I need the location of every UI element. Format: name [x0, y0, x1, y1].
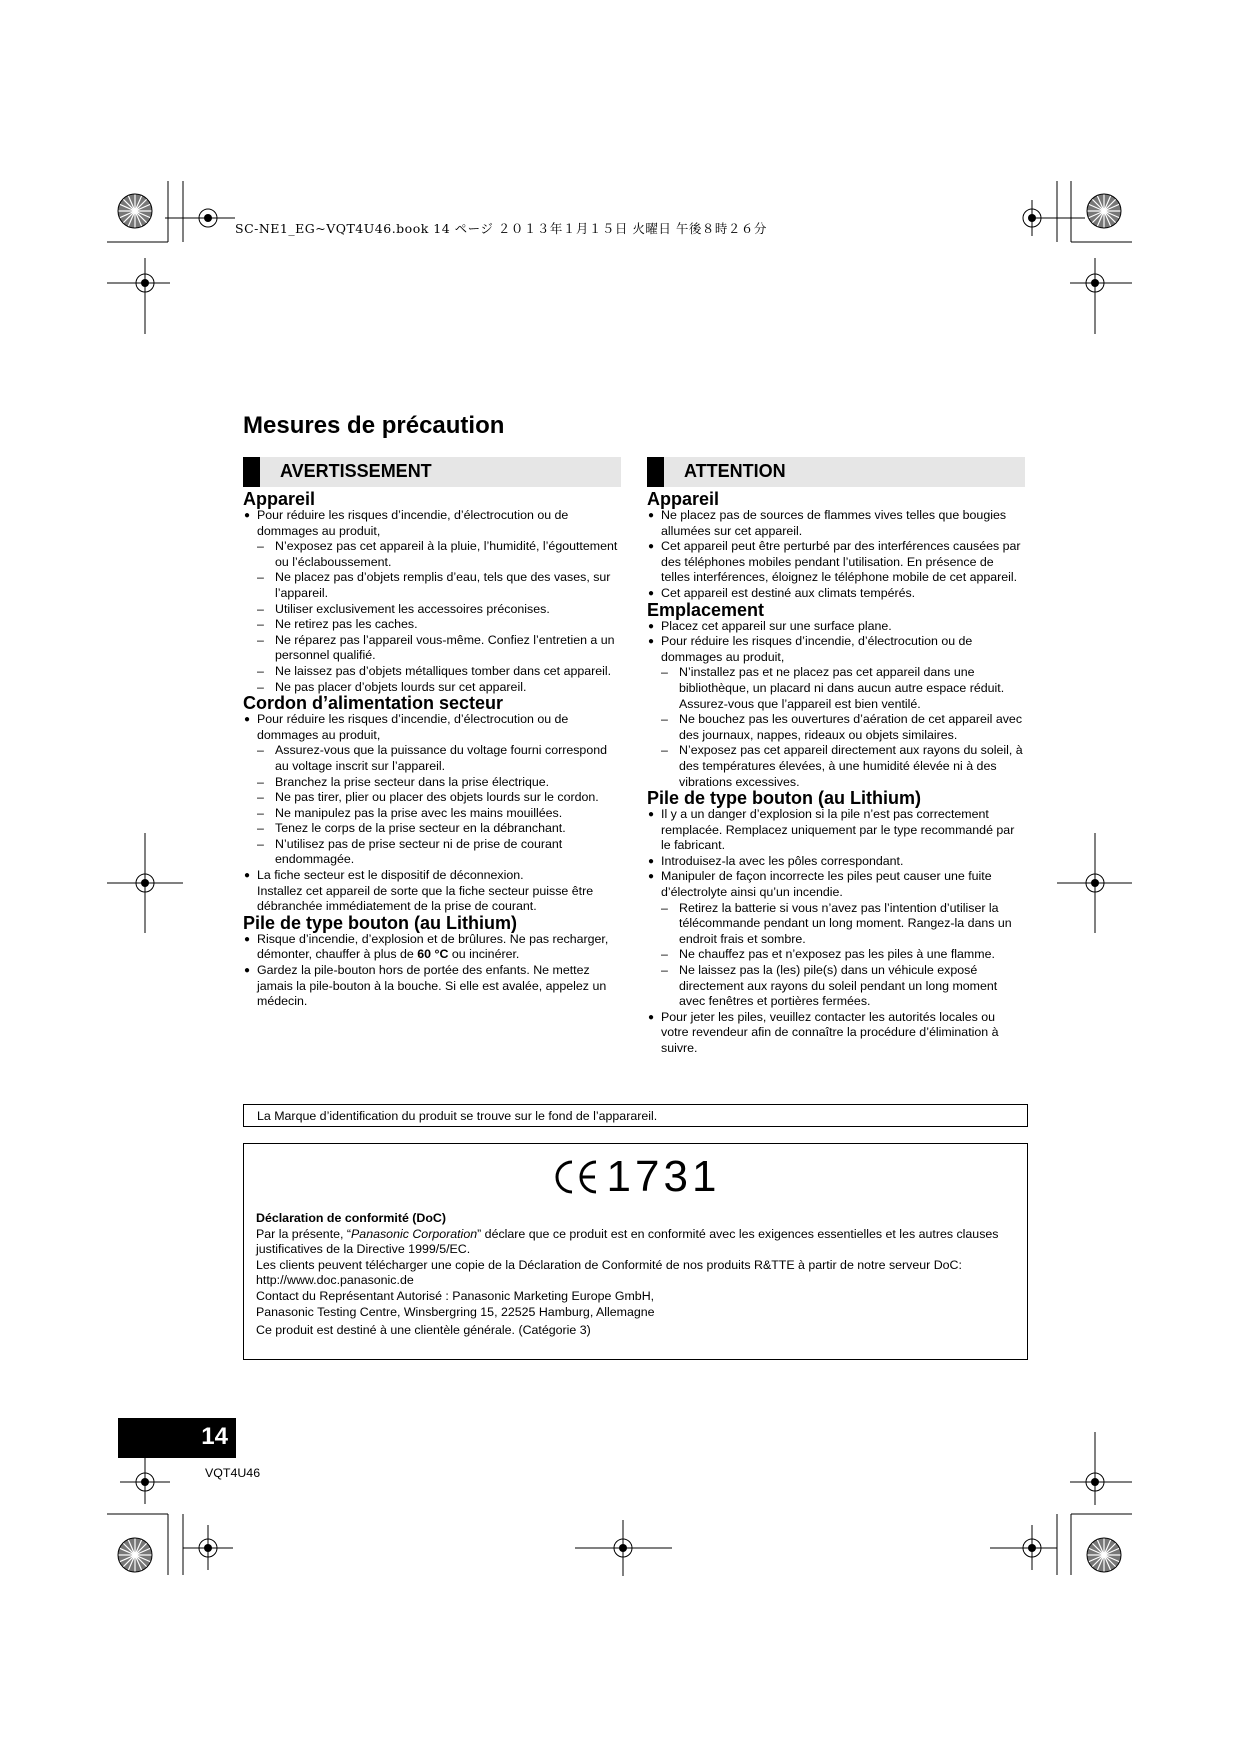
- list-item: – Utiliser exclusivement les accessoires préconises.: [257, 601, 550, 616]
- crosshair-mark: [990, 1525, 1057, 1570]
- document-code: VQT4U46: [205, 1466, 261, 1480]
- bullet-list: [647, 619, 1025, 791]
- caution-banner-label: ATTENTION: [684, 461, 786, 481]
- list-item: – Ne pas tirer, plier ou placer des objets lourds sur le cordon.: [257, 790, 599, 805]
- dash-icon: –: [257, 743, 264, 758]
- dash-icon: –: [257, 539, 264, 554]
- dash-icon: –: [257, 663, 264, 678]
- dash-icon: –: [661, 947, 668, 962]
- bullet-icon: ●: [648, 855, 655, 867]
- bullet-icon: ●: [244, 510, 251, 521]
- list-item: ● Cet appareil est destiné aux climats tempérés.: [648, 585, 916, 600]
- dash-icon: –: [257, 790, 264, 805]
- list-item: ● Ne placez pas de sources de flammes vives telles que bougies allumées sur cet appareil.: [648, 508, 1007, 538]
- doc-contact: Contact du Représentant Autorisé : Panasonic Marketing Europe GmbH,: [256, 1288, 655, 1303]
- dash-icon: –: [661, 963, 668, 978]
- conformity-box: [243, 1143, 1028, 1360]
- dash-icon: –: [257, 821, 264, 836]
- list-item: ● Il y a un danger d’explosion si la pile n’est pas correctement remplacée. Remplacez uniquement par le type recommandé par le fabricant.: [648, 807, 1015, 853]
- bullet-icon: ●: [648, 620, 655, 632]
- list-item: ● Pour réduire les risques d’incendie, d’électrocution ou de dommages au produit,: [244, 712, 569, 742]
- dash-icon: –: [257, 601, 264, 616]
- list-item: ● La fiche secteur est le dispositif de déconnexion. Installez cet appareil de sorte que la fiche secteur puisse être débranchée immédiatement de la prise de courant.: [244, 868, 594, 914]
- dash-icon: –: [257, 679, 264, 694]
- crosshair-mark: [1070, 1432, 1132, 1505]
- starburst-mark: [1087, 1538, 1121, 1572]
- bullet-icon: ●: [648, 587, 655, 599]
- list-item: ● Pour réduire les risques d’incendie, d’électrocution ou de dommages au produit,: [648, 634, 973, 664]
- bullet-icon: ●: [244, 965, 251, 977]
- dash-icon: –: [661, 665, 668, 680]
- list-item: ● Pour réduire les risques d’incendie, d’électrocution ou de dommages au produit,: [244, 508, 569, 538]
- book-header: SC-NE1_EG~VQT4U46.book 14 ページ ２０１３年１月１５日 火曜日 午後８時２６分: [235, 221, 767, 236]
- warning-column: [243, 457, 621, 1010]
- page-number: 14: [201, 1423, 228, 1450]
- caution-banner: [647, 457, 1025, 487]
- dash-icon: –: [257, 617, 264, 632]
- section-heading: Emplacement: [647, 599, 765, 620]
- list-item: – Ne placez pas d’objets remplis d’eau, tels que des vases, sur l’appareil.: [257, 570, 611, 600]
- bullet-icon: ●: [648, 510, 655, 521]
- list-item: – N’exposez pas cet appareil à la pluie, l’humidité, l’égouttement ou l’éclaboussement.: [257, 539, 618, 569]
- list-item: – Tenez le corps de la prise secteur en la débranchant.: [257, 821, 566, 836]
- doc-paragraph: Les clients peuvent télécharger une copie de la Déclaration de Conformité de nos produits R&TTE à partir de notre serveur DoC:: [256, 1257, 962, 1272]
- section-heading: Appareil: [243, 489, 316, 509]
- doc-heading: Déclaration de conformité (DoC): [256, 1211, 447, 1225]
- product-id-notice: La Marque d’identification du produit se trouve sur le fond de l’apparareil.: [243, 1104, 1028, 1127]
- bullet-icon: ●: [244, 870, 251, 882]
- section-heading: Pile de type bouton (au Lithium): [647, 788, 921, 809]
- warning-banner: [243, 457, 621, 487]
- ce-logo-icon: [551, 1158, 601, 1196]
- ce-number: 1731: [606, 1152, 721, 1201]
- list-item: – N’utilisez pas de prise secteur ni de prise de courant endommagée.: [257, 836, 563, 867]
- bullet-list: [647, 508, 1025, 602]
- dash-icon: –: [257, 805, 264, 820]
- list-item: ● Gardez la pile-bouton hors de portée des enfants. Ne mettez jamais la pile-bouton à la bouche. Si elle est avalée, appelez un médecin.: [244, 963, 607, 1009]
- list-item: – Branchez la prise secteur dans la prise électrique.: [257, 774, 550, 789]
- starburst-mark: [118, 194, 152, 228]
- crosshair-mark: [107, 258, 170, 334]
- starburst-mark: [118, 1538, 152, 1572]
- dash-icon: –: [257, 774, 264, 789]
- dash-icon: –: [257, 632, 264, 647]
- list-item: – Ne retirez pas les caches.: [257, 617, 418, 632]
- list-item: – Assurez-vous que la puissance du voltage fourni correspond au voltage inscrit sur l’appareil.: [257, 743, 607, 773]
- list-item: ● Cet appareil peut être perturbé par des interférences causées par des téléphones mobiles pendant l’utilisation. En présence de telles interférences, éloignez le téléphone mobile de cet appareil.: [648, 539, 1021, 585]
- bullet-icon: ●: [648, 541, 655, 553]
- list-item: – Ne bouchez pas les ouvertures d’aération de cet appareil avec des journaux, nappes, rideaux ou objets similaires.: [661, 712, 1023, 742]
- doc-category: Ce produit est destiné à une clientèle générale. (Catégorie 3): [256, 1323, 591, 1338]
- list-item: ● Manipuler de façon incorrecte les piles peut causer une fuite d’électrolyte ainsi qu’un incendie.: [648, 869, 992, 900]
- bullet-list: [243, 508, 621, 695]
- list-item: – Ne manipulez pas la prise avec les mains mouillées.: [257, 805, 563, 820]
- dash-icon: –: [257, 836, 264, 851]
- banner-bar: [243, 457, 260, 487]
- list-item: – Ne laissez pas la (les) pile(s) dans un véhicule exposé directement aux rayons du soleil pendant un long moment avec fenêtres et portières fermées.: [661, 963, 998, 1009]
- bullet-icon: ●: [648, 871, 655, 883]
- bullet-icon: ●: [648, 636, 655, 648]
- ce-mark: [244, 1152, 1027, 1202]
- list-item: – N’exposez pas cet appareil directement aux rayons du soleil, à des températures élevées, à une humidité élevée ni à des vibrations excessives.: [661, 743, 1023, 789]
- warning-banner-label: AVERTISSEMENT: [280, 461, 432, 481]
- list-item: – Ne chauffez pas et n’exposez pas les piles à une flamme.: [661, 947, 995, 962]
- list-item: – Ne réparez pas l’appareil vous-même. Confiez l’entretien a un personnel qualifié.: [257, 632, 615, 663]
- list-item: – Ne laissez pas d’objets métalliques tomber dans cet appareil.: [257, 663, 612, 678]
- bullet-list: [647, 807, 1025, 1057]
- dash-icon: –: [661, 712, 668, 727]
- list-item: – Retirez la batterie si vous n’avez pas l’intention d’utiliser la télécommande pendant un long moment. Rangez-la dans un endroit frais et sombre.: [661, 900, 1012, 946]
- list-item: ● Introduisez-la avec les pôles correspondant.: [648, 853, 904, 868]
- caution-column: [647, 457, 1025, 1057]
- list-item: ● Placez cet appareil sur une surface plane.: [648, 618, 892, 633]
- section-heading: Cordon d’alimentation secteur: [243, 693, 504, 714]
- bullet-list: [243, 712, 621, 915]
- starburst-mark: [1087, 194, 1121, 228]
- page-number-tab: [118, 1418, 236, 1458]
- list-item: – Ne pas placer d’objets lourds sur cet appareil.: [257, 679, 527, 694]
- list-item: – N’installez pas et ne placez pas cet appareil dans une bibliothèque, un placard ni dans aucun autre espace réduit. Assurez-vous que l’appareil est bien ventilé.: [661, 665, 1005, 711]
- dash-icon: –: [661, 743, 668, 758]
- bullet-list: [243, 932, 621, 1010]
- bullet-icon: ●: [244, 714, 251, 726]
- list-item: ● Risque d’incendie, d’explosion et de brûlures. Ne pas recharger, démonter, chauffer à plus de 60 °C ou incinérer.: [244, 931, 609, 962]
- page-title: Mesures de précaution: [243, 412, 505, 439]
- banner-bar: [647, 457, 664, 487]
- doc-url: http://www.doc.panasonic.de: [256, 1273, 414, 1288]
- list-item: ● Pour jeter les piles, veuillez contacter les autorités locales ou votre revendeur afin de connaître la procédure d’élimination à suivre.: [648, 1009, 999, 1055]
- crosshair-mark: [165, 200, 235, 236]
- section-heading: Appareil: [647, 489, 720, 509]
- dash-icon: –: [661, 900, 668, 915]
- doc-contact: Panasonic Testing Centre, Winsbergring 15, 22525 Hamburg, Allemagne: [256, 1304, 655, 1319]
- dash-icon: –: [257, 570, 264, 585]
- crosshair-mark: [1070, 258, 1132, 334]
- bullet-icon: ●: [244, 933, 251, 945]
- bullet-icon: ●: [648, 1011, 655, 1023]
- section-heading: Pile de type bouton (au Lithium): [243, 912, 517, 933]
- bullet-icon: ●: [648, 809, 655, 821]
- doc-paragraph: Par la présente, “Panasonic Corporation” déclare que ce produit est en conformité avec les exigences essentielles et les autres clauses justificatives de la Directive 1999/5/EC.: [256, 1226, 999, 1257]
